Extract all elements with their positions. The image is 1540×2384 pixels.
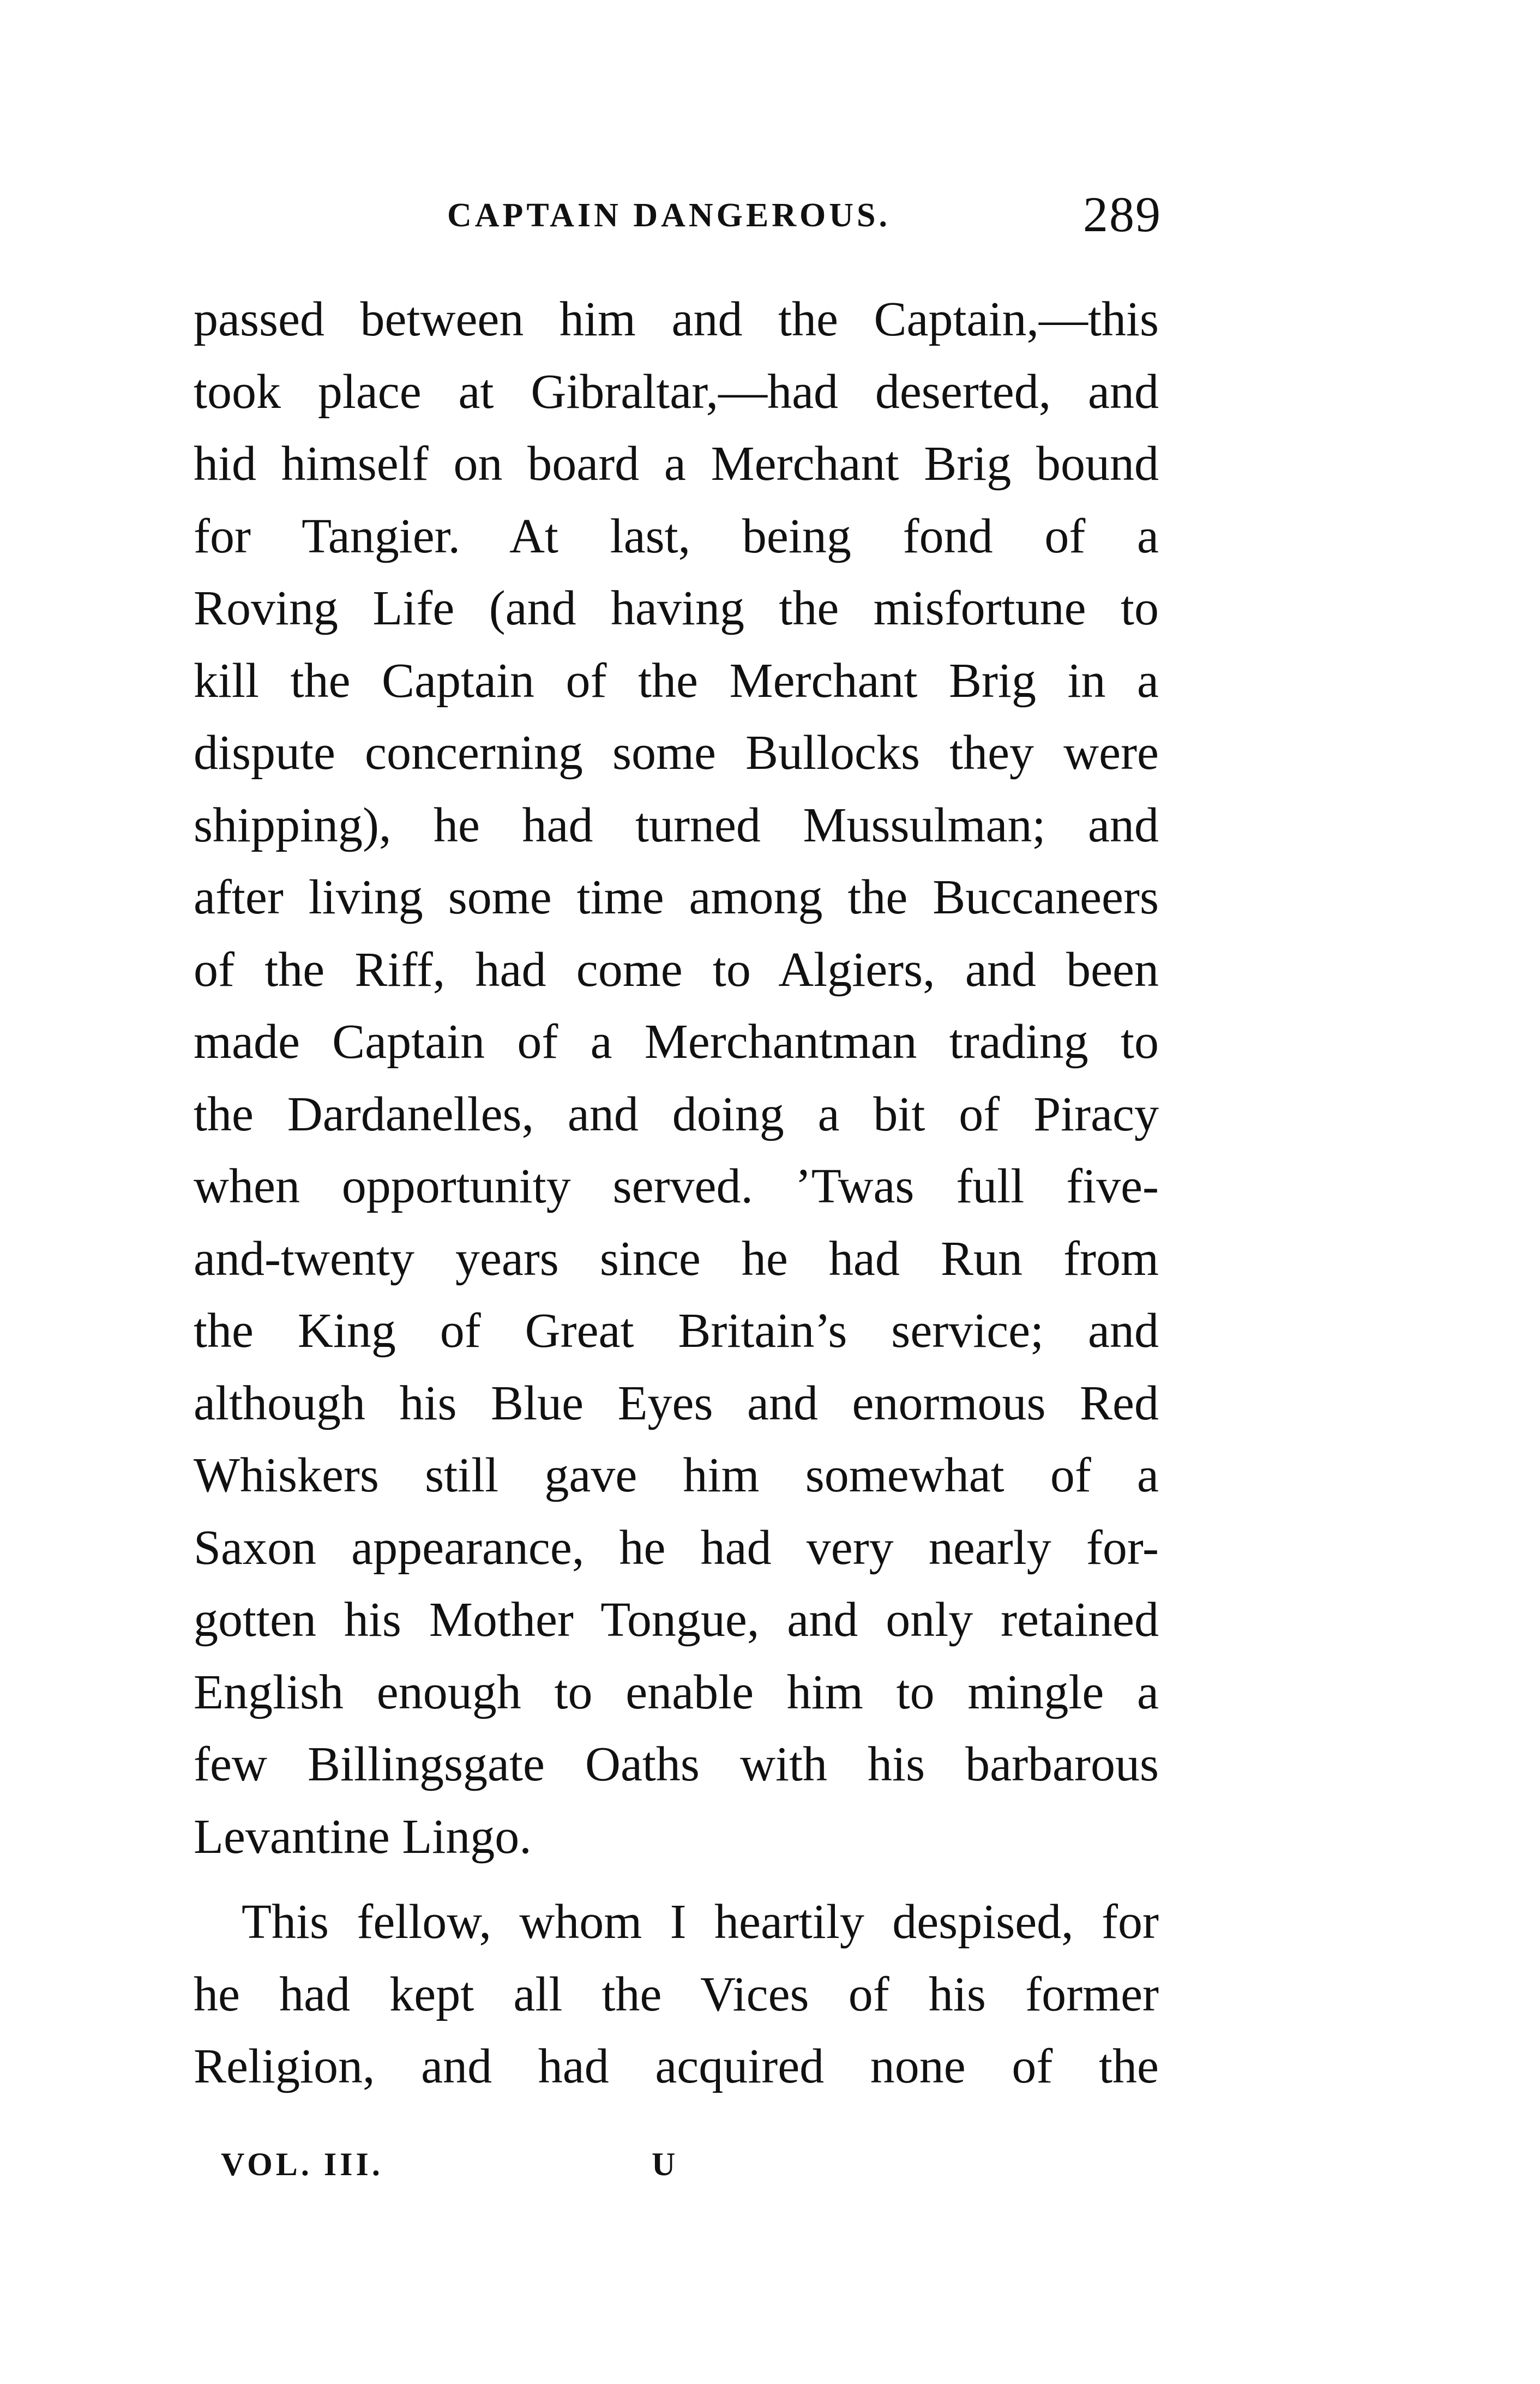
text-line: took place at Gibraltar,—had deserted, and [194,364,1159,419]
text-line: This fellow, whom I heartily despised, for [242,1895,1159,1949]
text-line: passed between him and the Captain,—this [194,292,1159,346]
running-title: CAPTAIN DANGEROUS. [447,197,891,234]
running-head [191,185,1162,251]
text-line: few Billingsgate Oaths with his barbarous [194,1737,1159,1791]
text-line: and-twenty years since he had Run from [194,1231,1159,1286]
text-line: hid himself on board a Merchant Brig bound [194,437,1159,491]
text-line: dispute concerning some Bullocks they were [194,726,1159,780]
paragraph [194,284,1159,1873]
paragraph-gap [194,1873,1159,1886]
text-line: English enough to enable him to mingle a [194,1665,1159,1719]
text-line: he had kept all the Vices of his former [194,1967,1159,2021]
text-line: Roving Life (and having the misfortune to [194,581,1159,635]
text-line: Levantine Lingo. [194,1809,532,1864]
volume-label: VOL. III. [221,2146,383,2182]
paragraph [194,1886,1159,2103]
text-line: after living some time among the Buccaneers [194,870,1159,924]
text-line: Whiskers still gave him somewhat of a [194,1448,1159,1502]
text-line: kill the Captain of the Merchant Brig in a [194,653,1159,708]
text-line: gotten his Mother Tongue, and only retained [194,1593,1159,1647]
signature-mark: U [652,2146,676,2182]
text-line: shipping), he had turned Mussulman; and [194,798,1159,852]
text-line: of the Riff, had come to Algiers, and been [194,942,1159,997]
text-line: although his Blue Eyes and enormous Red [194,1376,1159,1430]
text-line: made Captain of a Merchantman trading to [194,1015,1159,1069]
page-footer [221,2146,766,2200]
text-line: when opportunity served. ’Twas full five- [194,1159,1159,1213]
text-line: the King of Great Britain’s service; and [194,1304,1159,1358]
text-line: Saxon appearance, he had very nearly for- [194,1520,1159,1575]
text-line: for Tangier. At last, being fond of a [194,509,1159,563]
text-line: the Dardanelles, and doing a bit of Piracy [194,1087,1159,1141]
text-line: Religion, and had acquired none of the [194,2039,1159,2093]
page-number: 289 [1083,186,1162,242]
body-text [194,284,1159,2103]
